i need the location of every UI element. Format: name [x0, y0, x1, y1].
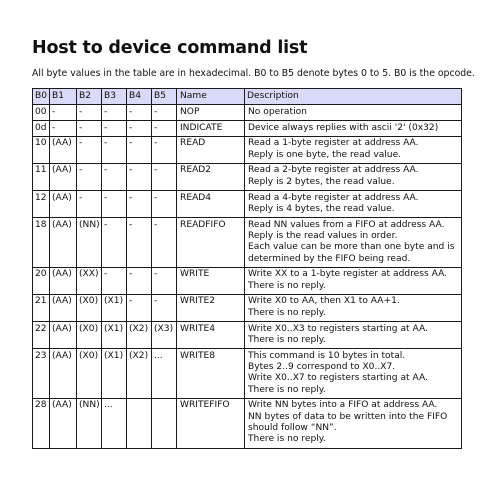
byte-cell: ... [152, 349, 177, 399]
byte-cell: (AA) [50, 191, 77, 218]
table-row [33, 322, 462, 349]
byte-cell: - [127, 294, 152, 321]
byte-cell: - [152, 191, 177, 218]
table-row [33, 218, 462, 268]
command-name-cell: READFIFO [177, 218, 245, 268]
description-line: determined by the FIFO being read. [248, 253, 411, 264]
description-line: Read NN values from a FIFO at address AA. [248, 219, 445, 230]
description-line: Device always replies with ascii '2' (0x32) [248, 122, 439, 133]
command-name-cell: WRITE4 [177, 322, 245, 349]
byte-cell: - [152, 267, 177, 294]
command-table [32, 88, 462, 449]
byte-cell: - [102, 218, 127, 268]
byte-cell: (X1) [102, 294, 127, 321]
byte-cell: (AA) [50, 136, 77, 163]
command-name-cell: INDICATE [177, 121, 245, 137]
page-title: Host to device command list [32, 38, 308, 58]
table-row [33, 398, 462, 448]
byte-cell: - [102, 121, 127, 137]
byte-cell: - [152, 294, 177, 321]
description-cell [245, 163, 462, 190]
byte-cell: 11 [33, 163, 50, 190]
byte-cell: (AA) [50, 267, 77, 294]
byte-cell: - [127, 136, 152, 163]
byte-cell: - [152, 218, 177, 268]
description-line: There is no reply. [248, 434, 326, 445]
description-cell [245, 267, 462, 294]
byte-cell: - [102, 105, 127, 121]
byte-cell: 20 [33, 267, 50, 294]
description-line: There is no reply. [248, 280, 326, 291]
description-line: Write X0 to AA, then X1 to AA+1. [248, 296, 400, 307]
description-cell [245, 322, 462, 349]
description-line: Write X0..X3 to registers starting at AA. [248, 323, 428, 334]
description-line: Reply is 2 bytes, the read value. [248, 176, 395, 187]
description-line: NN bytes of data to be written into the FIFO [248, 411, 448, 422]
description-line: should follow “NN”. [248, 422, 337, 433]
byte-cell: (AA) [50, 218, 77, 268]
description-line: There is no reply. [248, 307, 326, 318]
table-row [33, 191, 462, 218]
byte-cell: - [77, 191, 102, 218]
description-line: No operation [248, 106, 307, 117]
byte-cell: 21 [33, 294, 50, 321]
byte-cell: - [127, 105, 152, 121]
byte-cell: (X2) [127, 349, 152, 399]
byte-cell: - [127, 191, 152, 218]
table-row [33, 294, 462, 321]
byte-cell: - [77, 105, 102, 121]
byte-cell: - [127, 218, 152, 268]
description-line: Read a 1-byte register at address AA. [248, 138, 419, 149]
column-header: B3 [102, 89, 127, 105]
description-line: Write X0..X7 to registers starting at AA. [248, 373, 428, 384]
byte-cell: - [102, 267, 127, 294]
byte-cell: - [152, 121, 177, 137]
description-cell [245, 105, 462, 121]
byte-cell: - [127, 267, 152, 294]
byte-cell: (NN) [77, 218, 102, 268]
byte-cell: (NN) [77, 398, 102, 448]
command-name-cell: WRITE2 [177, 294, 245, 321]
byte-cell: 10 [33, 136, 50, 163]
table-row [33, 267, 462, 294]
description-line: Read a 4-byte register at address AA. [248, 192, 419, 203]
byte-cell: (AA) [50, 349, 77, 399]
byte-cell: - [50, 105, 77, 121]
byte-cell: 22 [33, 322, 50, 349]
description-cell [245, 121, 462, 137]
description-cell [245, 136, 462, 163]
description-cell [245, 191, 462, 218]
byte-cell: - [77, 136, 102, 163]
byte-cell: (AA) [50, 322, 77, 349]
table-header-row [33, 89, 462, 105]
description-cell [245, 294, 462, 321]
table-body [33, 105, 462, 448]
command-name-cell: READ2 [177, 163, 245, 190]
byte-cell: 28 [33, 398, 50, 448]
description-cell [245, 398, 462, 448]
byte-cell [152, 398, 177, 448]
table-row [33, 163, 462, 190]
byte-cell: 23 [33, 349, 50, 399]
byte-cell: - [152, 105, 177, 121]
table-row [33, 136, 462, 163]
description-line: Bytes 2..9 correspond to X0..X7. [248, 361, 396, 372]
byte-cell: (X2) [127, 322, 152, 349]
byte-cell: (X0) [77, 349, 102, 399]
byte-cell: - [152, 163, 177, 190]
byte-cell: ... [102, 398, 127, 448]
byte-cell [127, 398, 152, 448]
column-header: B0 [33, 89, 50, 105]
description-line: This command is 10 bytes in total. [248, 350, 406, 361]
command-name-cell: READ4 [177, 191, 245, 218]
byte-cell: - [152, 136, 177, 163]
command-name-cell: WRITE [177, 267, 245, 294]
column-header: Description [245, 89, 462, 105]
byte-cell: 18 [33, 218, 50, 268]
description-line: Reply is 4 bytes, the read value. [248, 203, 395, 214]
byte-cell: - [102, 163, 127, 190]
description-cell [245, 349, 462, 399]
byte-cell: (XX) [77, 267, 102, 294]
byte-cell: (X0) [77, 322, 102, 349]
command-name-cell: WRITEFIFO [177, 398, 245, 448]
byte-cell: 00 [33, 105, 50, 121]
byte-cell: - [77, 163, 102, 190]
byte-cell: - [50, 121, 77, 137]
byte-cell: (AA) [50, 294, 77, 321]
description-line: There is no reply. [248, 334, 326, 345]
byte-cell: - [77, 121, 102, 137]
command-name-cell: NOP [177, 105, 245, 121]
byte-cell: 12 [33, 191, 50, 218]
byte-cell: (X3) [152, 322, 177, 349]
description-line: Each value can be more than one byte and is [248, 242, 455, 253]
byte-cell: 0d [33, 121, 50, 137]
column-header: B4 [127, 89, 152, 105]
description-line: Read a 2-byte register at address AA. [248, 165, 419, 176]
table-row [33, 349, 462, 399]
command-name-cell: WRITE8 [177, 349, 245, 399]
description-line: Reply is the read values in order. [248, 230, 398, 241]
command-name-cell: READ [177, 136, 245, 163]
column-header: B1 [50, 89, 77, 105]
description-line: Reply is one byte, the read value. [248, 149, 402, 160]
column-header: B2 [77, 89, 102, 105]
column-header: Name [177, 89, 245, 105]
byte-cell: - [102, 136, 127, 163]
intro-paragraph: All byte values in the table are in hexadecimal. B0 to B5 denote bytes 0 to 5. B0 is the opcode. [32, 68, 475, 79]
column-header: B5 [152, 89, 177, 105]
description-line: Write XX to a 1-byte register at address AA. [248, 269, 448, 280]
byte-cell: (X1) [102, 322, 127, 349]
byte-cell: (AA) [50, 398, 77, 448]
table-row [33, 105, 462, 121]
description-line: There is no reply. [248, 384, 326, 395]
byte-cell: - [102, 191, 127, 218]
byte-cell: - [127, 163, 152, 190]
description-cell [245, 218, 462, 268]
byte-cell: - [127, 121, 152, 137]
byte-cell: (AA) [50, 163, 77, 190]
byte-cell: (X0) [77, 294, 102, 321]
description-line: Write NN bytes into a FIFO at address AA. [248, 400, 438, 411]
byte-cell: (X1) [102, 349, 127, 399]
table-row [33, 121, 462, 137]
